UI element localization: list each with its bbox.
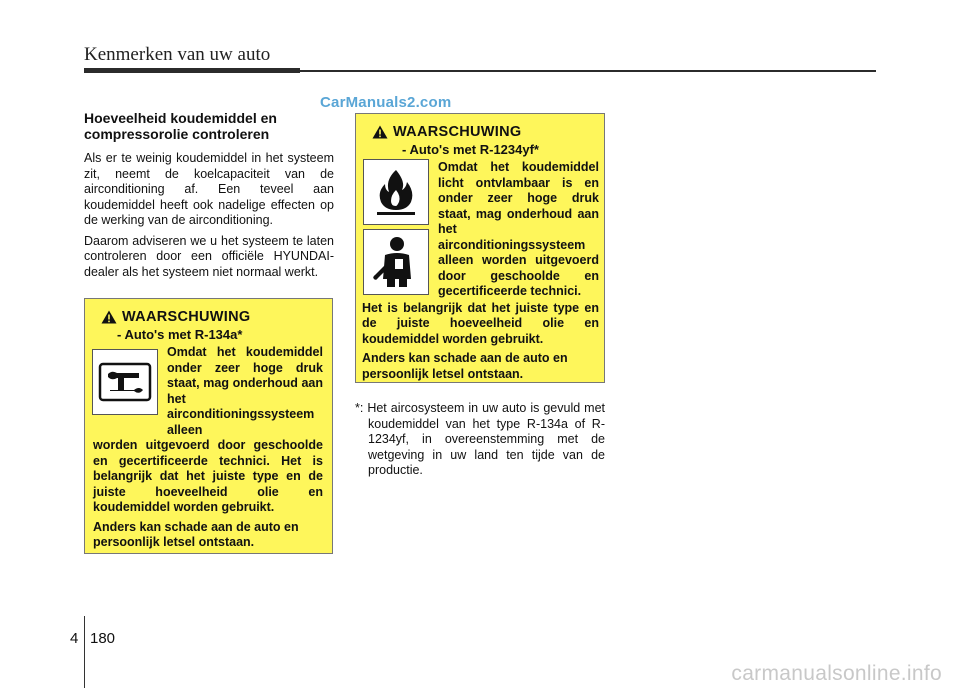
- warning-text-last: Anders kan schade aan de auto en persoonlijk letsel ontstaan.: [93, 519, 299, 549]
- page-header-title: Kenmerken van uw auto: [84, 44, 271, 65]
- warning-text-below: Het is belangrijk dat het juiste type en de juiste hoeveelheid olie en koudemiddel worden gebruikt.: [362, 300, 599, 346]
- body-paragraph-2: Daarom adviseren we u het systeem te laten controleren door een officiële HYUNDAI-dealer als het systeem niet normaal werkt.: [84, 233, 334, 279]
- warning-text-right: Omdat het koudemiddel licht ontvlambaar is en onder zeer hoge druk staat, mag onderhoud aan het airconditioningssysteem alleen worden uitgevoerd door geschoolde en gecertificeerde technici.: [438, 160, 599, 298]
- footnote-text: *: Het aircosysteem in uw auto is gevuld met koudemiddel van het type R-134a of R- 1234yf, in overeenstemming met de wetgeving in uw land ten tijde van de productie.: [355, 401, 605, 477]
- warning-text-right: Omdat het koudemiddel onder zeer hoge druk staat, mag onderhoud aan het airconditioningssysteem alleen: [167, 345, 323, 437]
- warning-subtitle: - Auto's met R-1234yf*: [402, 142, 539, 157]
- warning-text-last: Anders kan schade aan de auto en persoonlijk letsel ontstaan.: [362, 351, 568, 381]
- warning-box-r134a: [84, 298, 333, 554]
- watermark-top: CarManuals2.com: [320, 94, 452, 111]
- chapter-number: 4: [70, 630, 79, 647]
- body-paragraph-1: Als er te weinig koudemiddel in het systeem zit, neemt de koelcapaciteit van de airconditioning af. Een teveel aan koudemiddel heeft ook nadelige effecten op de werking van de airconditioning.: [84, 151, 334, 227]
- section-heading: Hoeveelheid koudemiddel en compressorolie controleren: [84, 110, 277, 142]
- header-rule-thick: [84, 68, 300, 73]
- watermark-bottom: carmanualsonline.info: [731, 662, 942, 685]
- page-number: 180: [90, 630, 116, 647]
- header-rule-thin: [300, 70, 876, 72]
- flame-flammable-icon: [363, 159, 429, 225]
- wrench-service-icon: [92, 349, 158, 415]
- footer-divider: [84, 616, 85, 688]
- warning-triangle-icon: [101, 310, 117, 324]
- warning-text-below: worden uitgevoerd door geschoolde en gecertificeerde technici. Het is belangrijk dat het juiste type en de juiste hoeveelheid olie en koudemiddel worden gebruikt.: [93, 438, 323, 514]
- warning-title: WAARSCHUWING: [122, 309, 251, 325]
- warning-subtitle: - Auto's met R-134a*: [117, 327, 243, 342]
- footnote: [355, 401, 605, 479]
- warning-triangle-icon: [372, 125, 388, 139]
- technician-icon: [363, 229, 429, 295]
- left-column: [84, 110, 334, 285]
- warning-title: WAARSCHUWING: [393, 124, 522, 140]
